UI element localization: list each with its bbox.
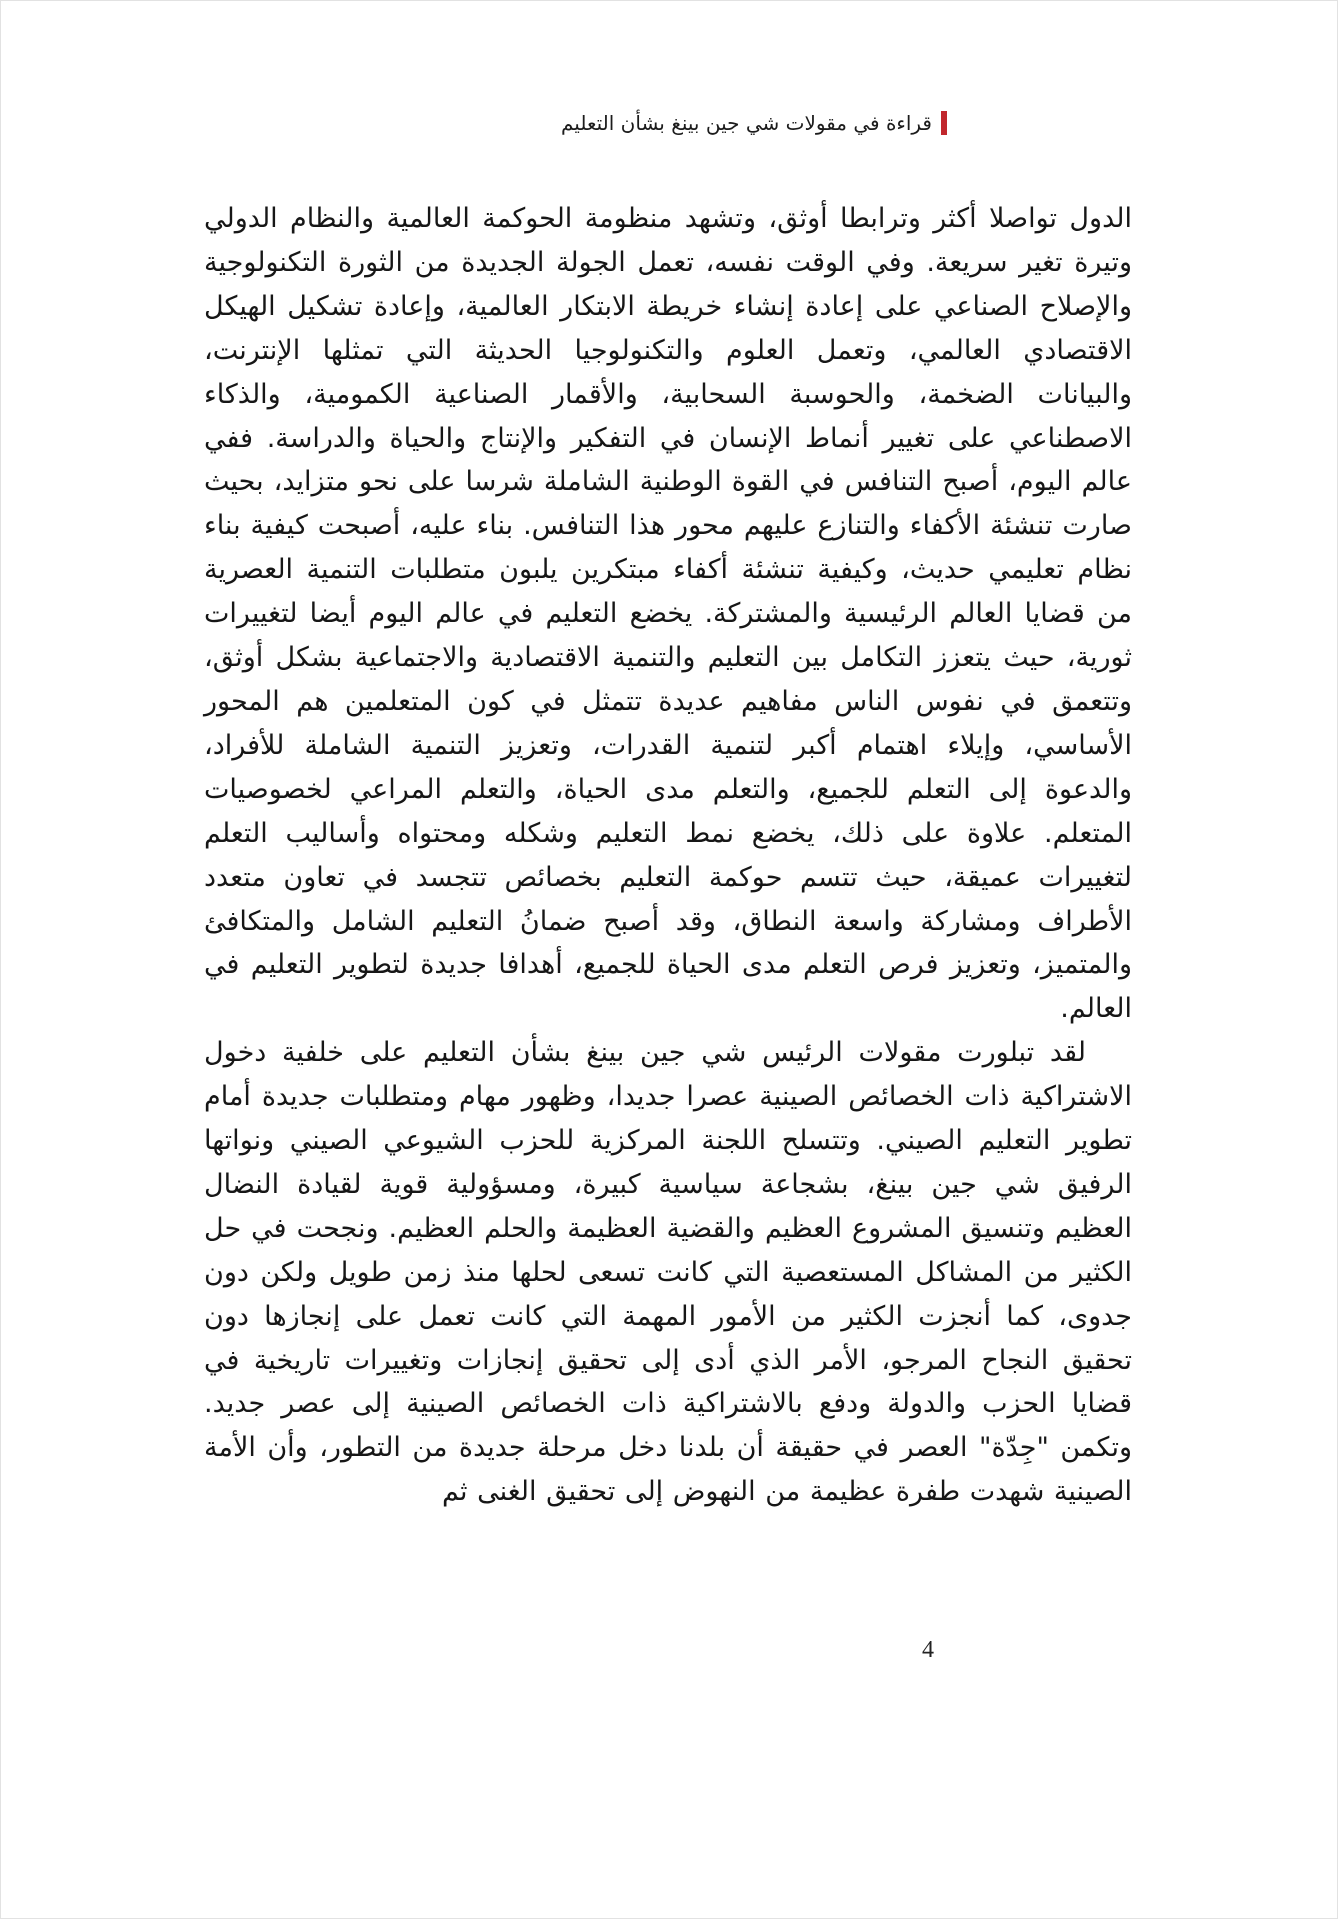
running-head xyxy=(561,111,947,135)
body-paragraph: لقد تبلورت مقولات الرئيس شي جين بينغ بشأن التعليم على خلفية دخول الاشتراكية ذات الخصائص الصينية عصرا جديدا، وظهور مهام ومتطلبات جديدة أمام تطوير التعليم الصيني. وتتسلح اللجنة المركزية للحزب الشيوعي الصيني ونواتها الرفيق شي جين بينغ، بشجاعة سياسية كبيرة، ومسؤولية قوية لقيادة النضال العظيم وتنسيق المشروع العظيم والقضية العظيمة والحلم العظيم. ونجحت في حل الكثير من المشاكل المستعصية التي كانت تسعى لحلها منذ زمن طويل ولكن دون جدوى، كما أنجزت الكثير من الأمور المهمة التي كانت تعمل على إنجازها دون تحقيق النجاح المرجو، الأمر الذي أدى إلى تحقيق إنجازات وتغييرات تاريخية في قضايا الحزب والدولة ودفع بالاشتراكية ذات الخصائص الصينية إلى عصر جديد. وتكمن "جِدّة" العصر في حقيقة أن بلدنا دخل مرحلة جديدة من التطور، وأن الأمة الصينية شهدت طفرة عظيمة من النهوض إلى تحقيق الغنى ثم xyxy=(204,1037,1132,1508)
running-head-title: قراءة في مقولات شي جين بينغ بشأن التعليم xyxy=(561,111,932,135)
header-accent-bar xyxy=(941,111,947,135)
page-number: 4 xyxy=(922,1637,934,1663)
body-paragraph: الدول تواصلا أكثر وترابطا أوثق، وتشهد منظومة الحوكمة العالمية والنظام الدولي وتيرة تغير سريعة. وفي الوقت نفسه، تعمل الجولة الجديدة من الثورة التكنولوجية والإصلاح الصناعي على إعادة إنشاء خريطة الابتكار العالمية، وإعادة تشكيل الهيكل الاقتصادي العالمي، وتعمل العلوم والتكنولوجيا الحديثة التي تمثلها الإنترنت، والبيانات الضخمة، والحوسبة السحابية، والأقمار الصناعية الكمومية، والذكاء الاصطناعي على تغيير أنماط الإنسان في التفكير والإنتاج والحياة والدراسة. ففي عالم اليوم، أصبح التنافس في القوة الوطنية الشاملة شرسا على نحو متزايد، بحيث صارت تنشئة الأكفاء والتنازع عليهم محور هذا التنافس. بناء عليه، أصبحت كيفية بناء نظام تعليمي حديث، وكيفية تنشئة أكفاء مبتكرين يلبون متطلبات التنمية العصرية من قضايا العالم الرئيسية والمشتركة. يخضع التعليم في عالم اليوم أيضا لتغييرات ثورية، حيث يتعزز التكامل بين التعليم والتنمية الاقتصادية والاجتماعية بشكل أوثق، وتتعمق في نفوس الناس مفاهيم عديدة تتمثل في كون المتعلمين هم المحور الأساسي، وإيلاء اهتمام أكبر لتنمية القدرات، وتعزيز التنمية الشاملة للأفراد، والدعوة إلى التعلم للجميع، والتعلم مدى الحياة، والتعلم المراعي لخصوصيات المتعلم. علاوة على ذلك، يخضع نمط التعليم وشكله ومحتواه وأساليب التعلم لتغييرات عميقة، حيث تتسم حوكمة التعليم بخصائص تتجسد في تعاون متعدد الأطراف ومشاركة واسعة النطاق، وقد أصبح ضمانُ التعليم الشامل والمتكافئ والمتميز، وتعزيز فرص التعلم مدى الحياة للجميع، أهدافا جديدة لتطوير التعليم في العالم. xyxy=(204,203,1132,1025)
page-body xyxy=(204,197,1132,1514)
